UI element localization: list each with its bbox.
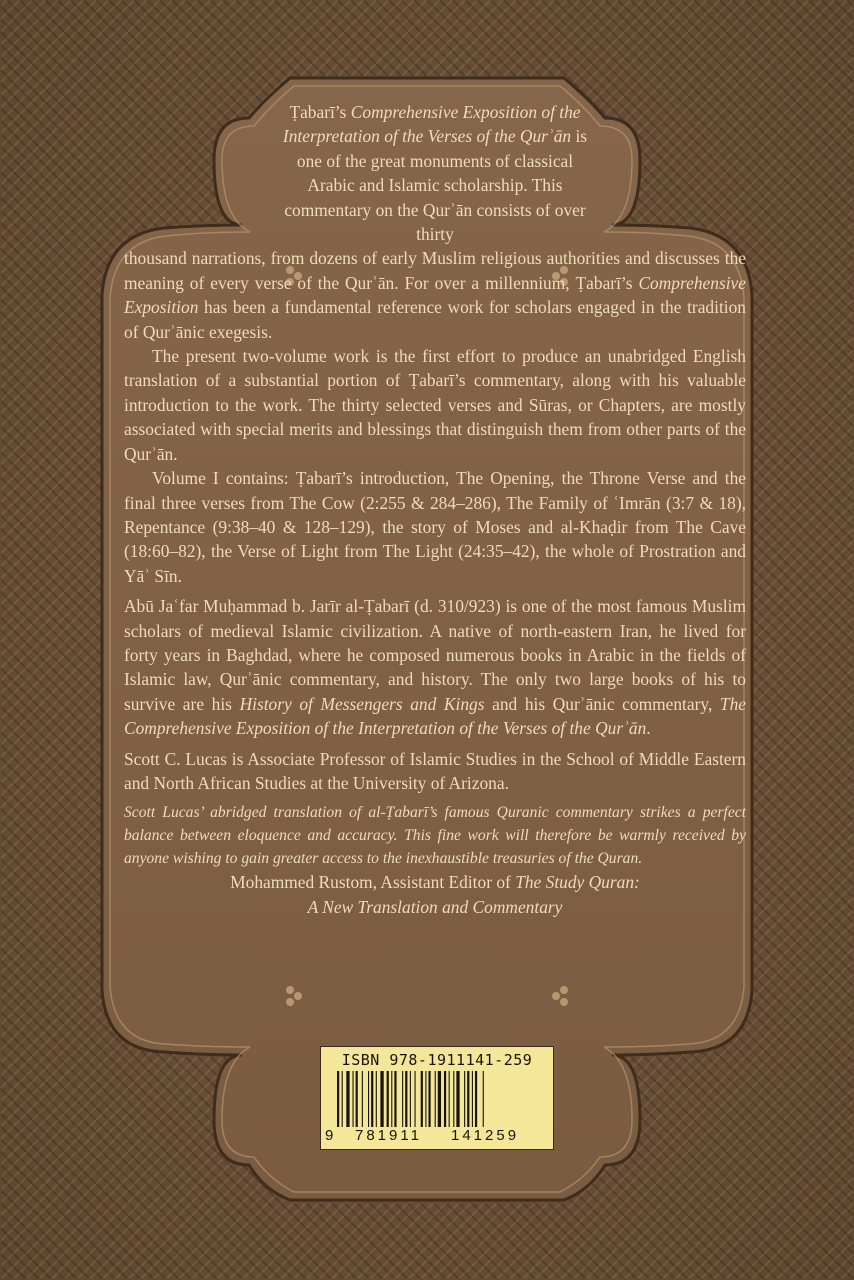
barcode-bar	[402, 1071, 403, 1127]
barcode-bar	[391, 1071, 392, 1127]
volume-contents-paragraph: Volume I contains: Ṭabarī’s introduction, The Opening, the Throne Verse and the final three verses from The Cow (2:255 & 284–286), The Family of ʿImrān (3:7 & 18), Repentance (9:38–40 & 128–129), the story of Moses and al-Khaḍir from The Cave (18:60–82), the Verse of Light from The Light (24:35–42), the whole of Prostration and Yāʾ Sīn.	[124, 468, 746, 586]
barcode-bar	[449, 1071, 450, 1127]
barcode-bar	[342, 1071, 343, 1127]
barcode-bar	[475, 1071, 477, 1127]
author-bio-c: .	[646, 718, 651, 739]
author-book-2: The Comprehensive Exposition of the Interpretation of the Verses of the Qurʾān	[124, 693, 746, 739]
barcode-label	[320, 1046, 554, 1150]
barcode-digits-group-2: 141259	[451, 1127, 520, 1144]
barcode-bar	[472, 1071, 473, 1127]
barcode-bar	[467, 1071, 469, 1127]
barcode-bar	[376, 1071, 377, 1127]
endorser-book-title-1: The Study Quran:	[515, 872, 640, 893]
barcode-bar	[438, 1071, 441, 1127]
back-cover-text	[124, 100, 746, 919]
barcode-digit-first: 9	[325, 1127, 334, 1144]
p1-cont-b: has been a fundamental reference work for scholars engaged in the tradition of Qurʾānic exegesis.	[124, 297, 746, 342]
isbn-text: ISBN 978-1911141-259	[341, 1051, 533, 1069]
p1-rest: is one of the great monuments of classical Arabic and Islamic scholarship. This commentary on the Qurʾān consists of over thirty	[284, 126, 588, 245]
barcode-bar	[368, 1071, 369, 1127]
p1-cont-title: Comprehensive Exposition	[124, 272, 746, 318]
barcode-bar	[410, 1071, 411, 1127]
endorsement-quote: Scott Lucas’ abridged translation of al-Ṭabarī’s famous Quranic commentary strikes a perfect balance between eloquence and accuracy. This fine work will therefore be warmly received by anyone wishing to gain greater access to the inexhaustible treasuries of the Quran.	[124, 804, 746, 868]
barcode-digits-group-1: 781911	[355, 1127, 422, 1144]
endorsement-attribution	[124, 870, 746, 894]
translator-bio: Scott C. Lucas is Associate Professor of Islamic Studies in the School of Middle Eastern and North African Studies at the University of Arizona.	[124, 748, 746, 793]
barcode-bar	[337, 1071, 339, 1127]
barcode-bar	[362, 1071, 363, 1127]
barcode-bar	[346, 1071, 349, 1127]
barcode-bar	[353, 1071, 354, 1127]
p1-book-title: Comprehensive Exposition of the Interpretation of the Verses of the Qurʾān	[282, 102, 581, 147]
barcode-bar	[371, 1071, 373, 1127]
barcode-bar	[425, 1071, 426, 1127]
p1-lead: Ṭabarī’s	[289, 102, 351, 122]
author-bio	[124, 594, 746, 740]
barcode-bar	[405, 1071, 407, 1127]
endorser-name: Mohammed Rustom, Assistant Editor of	[230, 872, 516, 893]
endorser-book-title-2: A New Translation and Commentary	[307, 896, 563, 917]
description-paragraph-2: The present two-volume work is the first effort to produce an unabridged English translation of a substantial portion of Ṭabarī’s commentary, along with his valuable introduction to the work. The thirty selected verses and Sūras, or Chapters, are mostly associated with special merits and blessings that distinguish them from other parts of the Qurʾān.	[124, 346, 746, 464]
barcode-bar	[394, 1071, 396, 1127]
p1-cont-a: thousand narrations, from dozens of early Muslim religious authorities and discusses the meaning of every verse of the Qurʾān. For over a millennium, Ṭabarī’s	[124, 248, 746, 293]
barcode-digits	[321, 1127, 553, 1147]
barcode-bar	[444, 1071, 446, 1127]
author-bio-a: Abū Jaʿfar Muḥammad b. Jarīr al-Ṭabarī (d. 310/923) is one of the most famous Muslim scholars of medieval Islamic civilization. A native of north-eastern Iran, he lived for forty years in Baghdad, where he composed numerous books in Arabic in the fields of Islamic law, Qurʾānic commentary, and history. The only two large books of his to survive are his	[124, 596, 746, 714]
barcode-bar	[456, 1071, 459, 1127]
barcode-bars	[337, 1071, 537, 1129]
description-paragraph-1	[124, 100, 746, 344]
barcode-bar	[464, 1071, 465, 1127]
barcode-bar	[380, 1071, 383, 1127]
barcode-bar	[428, 1071, 430, 1127]
barcode-bar	[453, 1071, 454, 1127]
barcode-bar	[387, 1071, 389, 1127]
barcode-bar	[421, 1071, 423, 1127]
endorsement-attribution-line2	[124, 895, 746, 919]
barcode-bar	[435, 1071, 436, 1127]
barcode-bar	[483, 1071, 484, 1127]
author-book-1: History of Messengers and Kings	[239, 693, 485, 714]
barcode-bar	[356, 1071, 358, 1127]
author-bio-b: and his Qurʾānic commentary,	[484, 693, 720, 714]
barcode-bar	[415, 1071, 416, 1127]
